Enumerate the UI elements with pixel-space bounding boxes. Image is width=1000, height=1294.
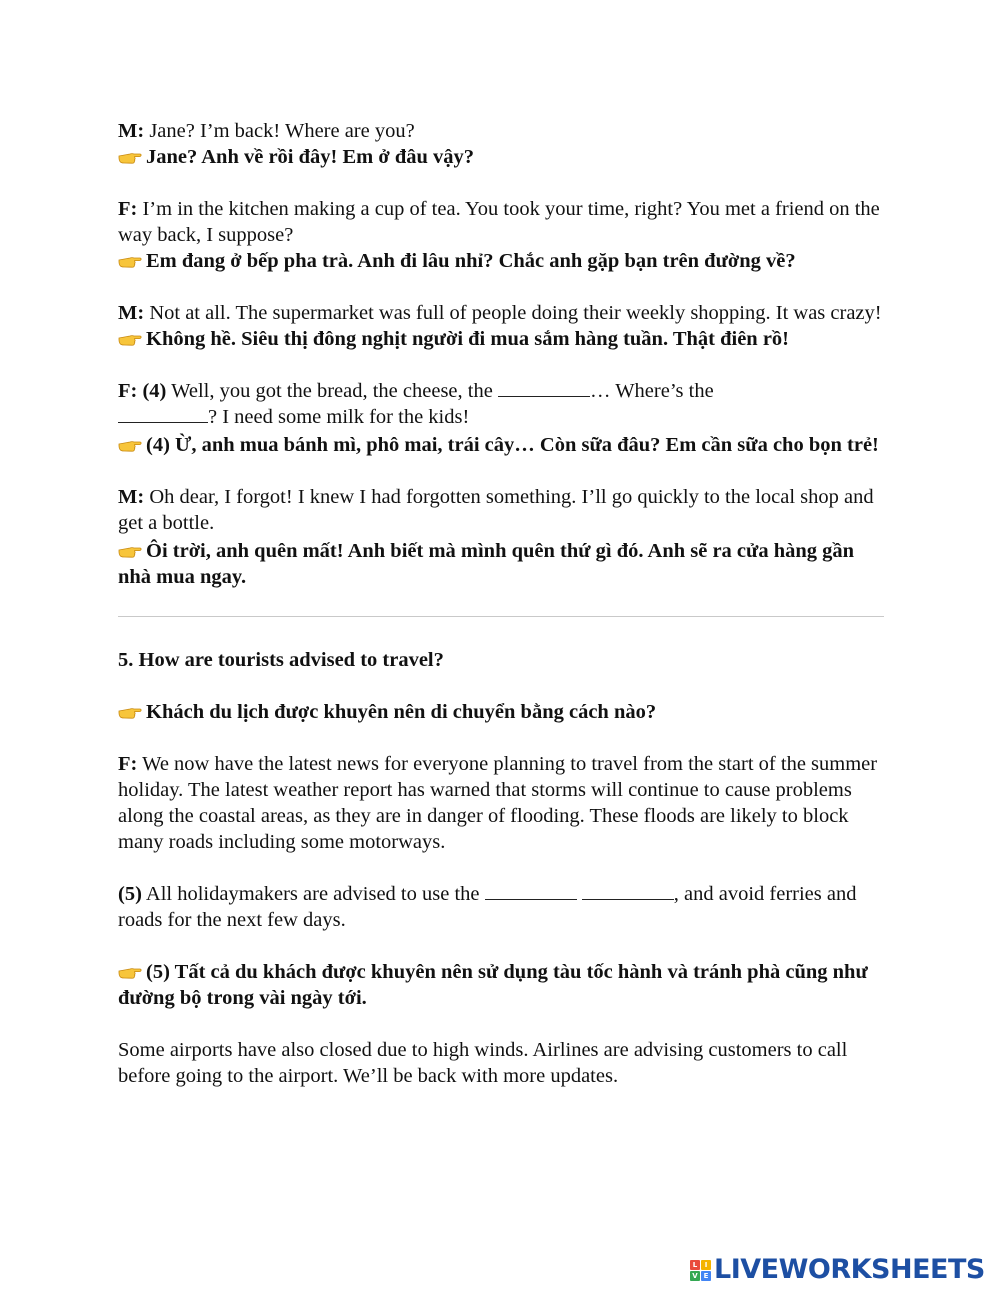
speaker-label: M: xyxy=(118,302,145,324)
pointing-hand-icon xyxy=(118,965,142,979)
dialogue-text: Not at all. The supermarket was full of people doing their weekly shopping. It was crazy! xyxy=(144,302,882,324)
answer-blank-4b[interactable] xyxy=(118,404,208,423)
logo-text: LIVEWORKSHEETS xyxy=(714,1254,985,1285)
speaker-label: F: xyxy=(118,753,138,775)
liveworksheets-logo xyxy=(690,1255,985,1285)
translation-text: (5) Tất cả du khách được khuyên nên sử dụng tàu tốc hành và tránh phà cũng như đường bộ trong vài ngày tới. xyxy=(118,961,868,1009)
translation-text: Khách du lịch được khuyên nên di chuyển bằng cách nào? xyxy=(146,701,657,723)
question-text: All holidaymakers are advised to use the xyxy=(141,883,485,905)
question-title: 5. How are tourists advised to travel? xyxy=(118,649,444,671)
closing-paragraph: Some airports have also closed due to high winds. Airlines are advising customers to call before going to the airport. We’ll be back with more updates. xyxy=(118,1039,848,1087)
document-body xyxy=(118,118,884,1089)
question-text: , and avoid ferries and roads for the next few days. xyxy=(118,883,857,931)
speaker-label: M: xyxy=(118,486,145,508)
translation-line xyxy=(118,248,884,274)
logo-mark-letter: L xyxy=(690,1260,700,1270)
pointing-hand-icon xyxy=(118,332,142,346)
translation-text: Ôi trời, anh quên mất! Anh biết mà mình quên thứ gì đó. Anh sẽ ra cửa hàng gần nhà mua ngay. xyxy=(118,540,855,588)
dialogue-line xyxy=(118,484,884,536)
translation-text: Jane? Anh về rồi đây! Em ở đâu vậy? xyxy=(146,146,474,168)
translation-text: Em đang ở bếp pha trà. Anh đi lâu nhỉ? Chắc anh gặp bạn trên đường về? xyxy=(146,250,796,272)
dialogue-text: I’m in the kitchen making a cup of tea. You took your time, right? You met a friend on the way back, I suppose? xyxy=(118,198,880,246)
dialogue-f1 xyxy=(118,196,884,274)
translation-line xyxy=(118,326,884,352)
logo-mark-icon xyxy=(690,1260,711,1281)
dialogue-line xyxy=(118,378,884,430)
logo-mark-letter: E xyxy=(701,1271,711,1281)
speaker-label: F: (4) xyxy=(118,380,167,402)
translation-text: Không hề. Siêu thị đông nghịt người đi mua sắm hàng tuần. Thật điên rồ! xyxy=(146,328,790,350)
pointing-hand-icon xyxy=(118,150,142,164)
news-text: We now have the latest news for everyone planning to travel from the start of the summer holiday. The latest weather report has warned that storms will continue to cause problems along the coastal areas, as they are in danger of flooding. These floods are likely to block many roads including some motorways. xyxy=(118,753,878,853)
answer-blank-5a[interactable] xyxy=(485,881,577,900)
pointing-hand-icon xyxy=(118,438,142,452)
dialogue-text: Oh dear, I forgot! I knew I had forgotten something. I’ll go quickly to the local shop and get a bottle. xyxy=(118,486,874,534)
translation-line xyxy=(118,432,884,458)
dialogue-text: Jane? I’m back! Where are you? xyxy=(144,120,415,142)
translation-line xyxy=(118,144,884,170)
pointing-hand-icon xyxy=(118,254,142,268)
translation-line xyxy=(118,538,884,590)
speaker-label: M: xyxy=(118,120,145,142)
pointing-hand-icon xyxy=(118,544,142,558)
speaker-label: F: xyxy=(118,198,138,220)
question-title-translation xyxy=(118,699,884,725)
logo-mark-letter: I xyxy=(701,1260,711,1270)
logo-mark-letter: V xyxy=(690,1271,700,1281)
dialogue-f2 xyxy=(118,378,884,458)
news-paragraph xyxy=(118,751,884,855)
question-number: (5) xyxy=(118,883,142,905)
dialogue-text: ? I need some milk for the kids! xyxy=(208,406,470,428)
section-divider xyxy=(118,616,884,617)
dialogue-text: … Where’s the xyxy=(589,380,714,402)
pointing-hand-icon xyxy=(118,705,142,719)
dialogue-m2 xyxy=(118,300,884,352)
answer-blank-4a[interactable] xyxy=(498,378,590,397)
translation-text: (4) Ừ, anh mua bánh mì, phô mai, trái cây… Còn sữa đâu? Em cần sữa cho bọn trẻ! xyxy=(146,434,879,456)
dialogue-line xyxy=(118,196,884,248)
dialogue-line xyxy=(118,300,884,326)
question-5-translation xyxy=(118,959,884,1011)
dialogue-m3 xyxy=(118,484,884,590)
dialogue-m1 xyxy=(118,118,884,170)
dialogue-line xyxy=(118,118,884,144)
question-5-line xyxy=(118,881,884,933)
dialogue-text: Well, you got the bread, the cheese, the xyxy=(166,380,498,402)
answer-blank-5b[interactable] xyxy=(582,881,674,900)
